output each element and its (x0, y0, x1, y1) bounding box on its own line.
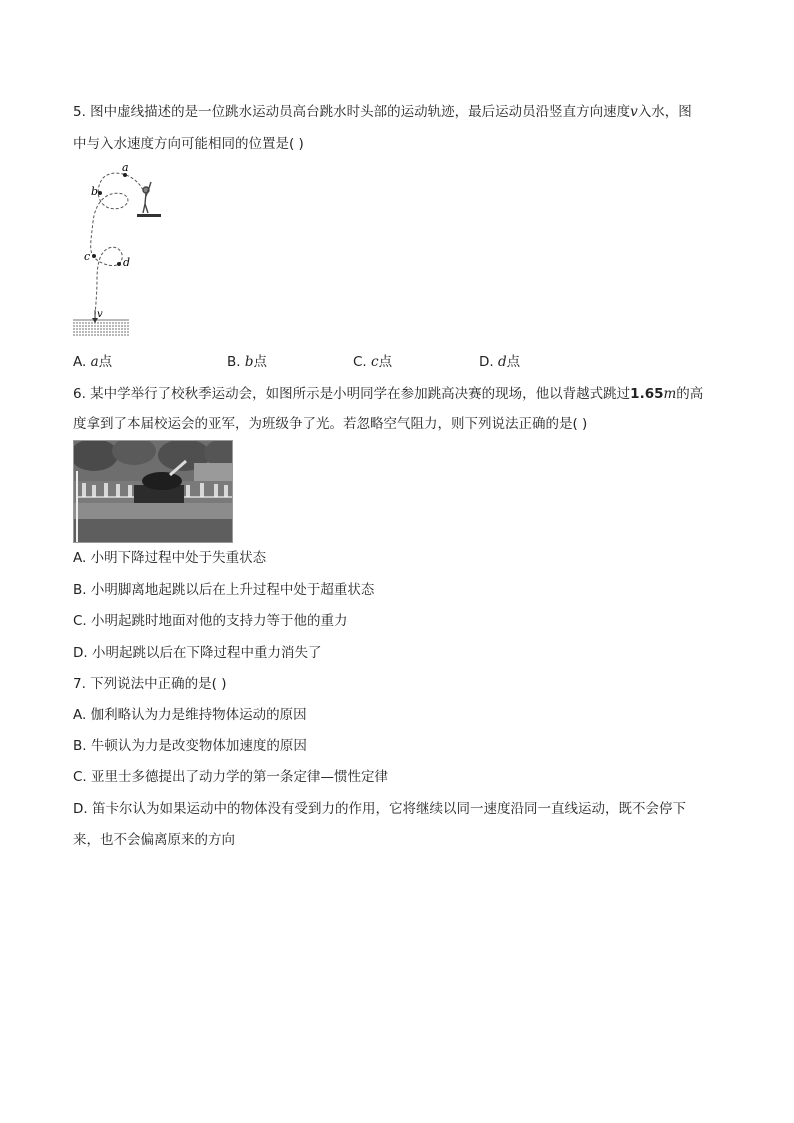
q7-option-a[interactable]: A. 伽利略认为力是维持物体运动的原因 (73, 707, 307, 723)
q5-option-c[interactable]: C. c点 (353, 354, 393, 370)
q5-stem-line2: 中与入水速度方向可能相同的位置是( ) (73, 136, 304, 152)
q5-stem-text-end: 入水，图 (637, 104, 692, 120)
label-b: b (91, 185, 99, 198)
label-c: c (84, 250, 91, 263)
q7-stem: 7. 下列说法中正确的是( ) (73, 676, 227, 692)
q6-option-d[interactable]: D. 小明起跳以后在下降过程中重力消失了 (73, 645, 322, 661)
q5-option-a[interactable]: A. a点 (73, 354, 113, 370)
q5-var-v: v (630, 104, 638, 120)
q7-option-d-continuation: 来，也不会偏离原来的方向 (73, 832, 235, 848)
diving-platform (137, 214, 161, 217)
q7-option-b[interactable]: B. 牛顿认为力是改变物体加速度的原因 (73, 738, 307, 754)
q7-option-c[interactable]: C. 亚里士多德提出了动力学的第一条定律—惯性定律 (73, 769, 389, 785)
label-v: v (97, 309, 103, 320)
q6-height-value: 1.65 (630, 386, 664, 402)
q7-option-d[interactable]: D. 笛卡尔认为如果运动中的物体没有受到力的作用，它将继续以同一速度沿同一直线运动，既不会停下 (73, 801, 686, 817)
point-b (98, 191, 102, 195)
water-surface (73, 320, 129, 335)
point-c (92, 254, 96, 258)
q6-height-unit: m (663, 386, 677, 402)
label-d: d (123, 256, 131, 269)
q5-stem-line1 (73, 102, 692, 122)
q6-option-b[interactable]: B. 小明脚离地起跳以后在上升过程中处于超重状态 (73, 582, 375, 598)
point-d (117, 262, 121, 266)
q5-option-d[interactable]: D. d点 (479, 354, 521, 370)
q5-option-b[interactable]: B. b点 (227, 354, 268, 370)
q6-high-jump-photo (73, 440, 233, 543)
trajectory-path (91, 173, 143, 322)
label-a: a (122, 161, 129, 174)
q5-diving-trajectory-figure (73, 160, 173, 342)
q6-stem-line2: 度拿到了本届校运会的亚军，为班级争了光。若忽略空气阻力，则下列说法正确的是( ) (73, 416, 588, 432)
q6-option-a[interactable]: A. 小明下降过程中处于失重状态 (73, 550, 267, 566)
q6-stem-line1: 6. 某中学举行了校秋季运动会，如图所示是小明同学在参加跳高决赛的现场，他以背越式跳过1.65m的高 (73, 386, 704, 402)
diver-icon (143, 182, 151, 213)
q5-stem-text: 5. 图中虚线描述的是一位跳水运动员高台跳水时头部的运动轨迹，最后运动员沿竖直方向速度 (73, 104, 631, 120)
q6-option-c[interactable]: C. 小明起跳时地面对他的支持力等于他的重力 (73, 613, 348, 629)
